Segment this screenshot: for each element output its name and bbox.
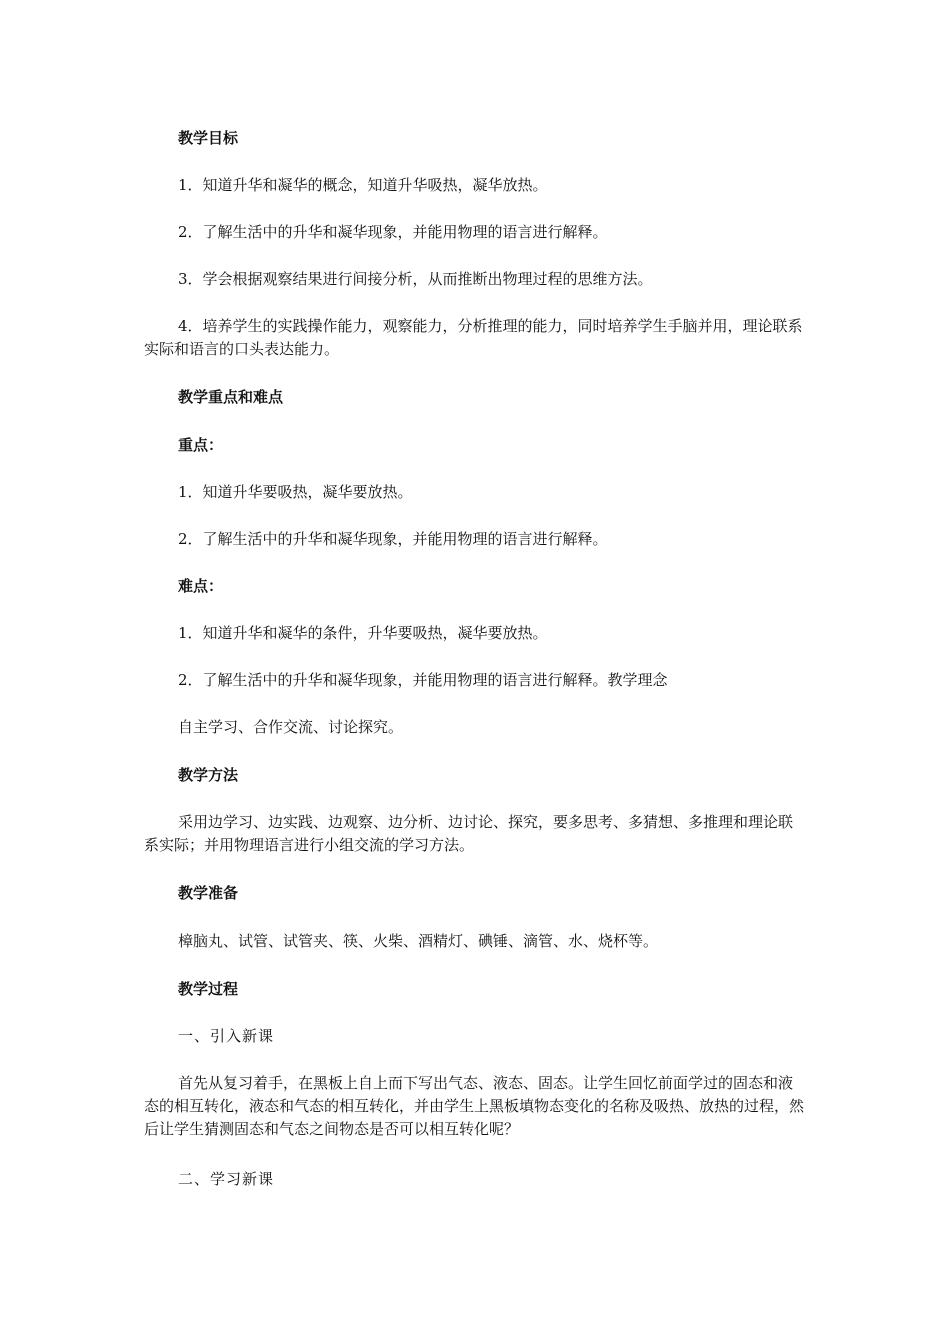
key-point-1: 1．知道升华要吸热，凝华要放热。 bbox=[178, 483, 413, 501]
philosophy-text: 自主学习、合作交流、讨论探究。 bbox=[178, 718, 404, 736]
section-2-title: 二、学习新课 bbox=[178, 1170, 275, 1188]
section-1-title: 一、引入新课 bbox=[178, 1027, 275, 1045]
objective-item-3: 3．学会根据观察结果进行间接分析，从而推断出物理过程的思维方法。 bbox=[178, 270, 653, 288]
methods-text: 采用边学习、边实践、边观察、边分析、边讨论、探究，要多思考、多猜想、多推理和理论联系实际；并用物理语言进行小组交流的学习方法。 bbox=[144, 813, 794, 854]
heading-key-points: 教学重点和难点 bbox=[178, 388, 284, 406]
heading-methods: 教学方法 bbox=[178, 766, 239, 784]
objective-item-1: 1．知道升华和凝华的概念，知道升华吸热，凝华放热。 bbox=[178, 176, 548, 194]
key-point-2: 2．了解生活中的升华和凝华现象，并能用物理的语言进行解释。 bbox=[178, 530, 608, 548]
difficult-point-1: 1．知道升华和凝华的条件，升华要吸热，凝华要放热。 bbox=[178, 624, 548, 642]
label-key: 重点： bbox=[178, 436, 224, 454]
objective-item-4: 4．培养学生的实践操作能力，观察能力，分析推理的能力，同时培养学生手脑并用，理论联系实际和语言的口头表达能力。 bbox=[144, 317, 803, 358]
preparation-text: 樟脑丸、试管、试管夹、筷、火柴、酒精灯、碘锤、滴管、水、烧杯等。 bbox=[178, 932, 659, 950]
difficult-point-2: 2．了解生活中的升华和凝华现象，并能用物理的语言进行解释。教学理念 bbox=[178, 671, 668, 689]
section-1-text: 首先从复习着手，在黑板上自上而下写出气态、液态、固态。让学生回忆前面学过的固态和液态的相互转化，液态和气态的相互转化，并由学生上黑板填物态变化的名称及吸热、放热的过程，然后让学生猜测固态和气态之间物态是否可以相互转化呢？ bbox=[144, 1074, 805, 1138]
heading-preparation: 教学准备 bbox=[178, 884, 239, 902]
label-difficult: 难点： bbox=[178, 577, 224, 595]
objective-item-2: 2．了解生活中的升华和凝华现象，并能用物理的语言进行解释。 bbox=[178, 223, 608, 241]
heading-objectives: 教学目标 bbox=[178, 129, 239, 147]
heading-process: 教学过程 bbox=[178, 980, 239, 998]
